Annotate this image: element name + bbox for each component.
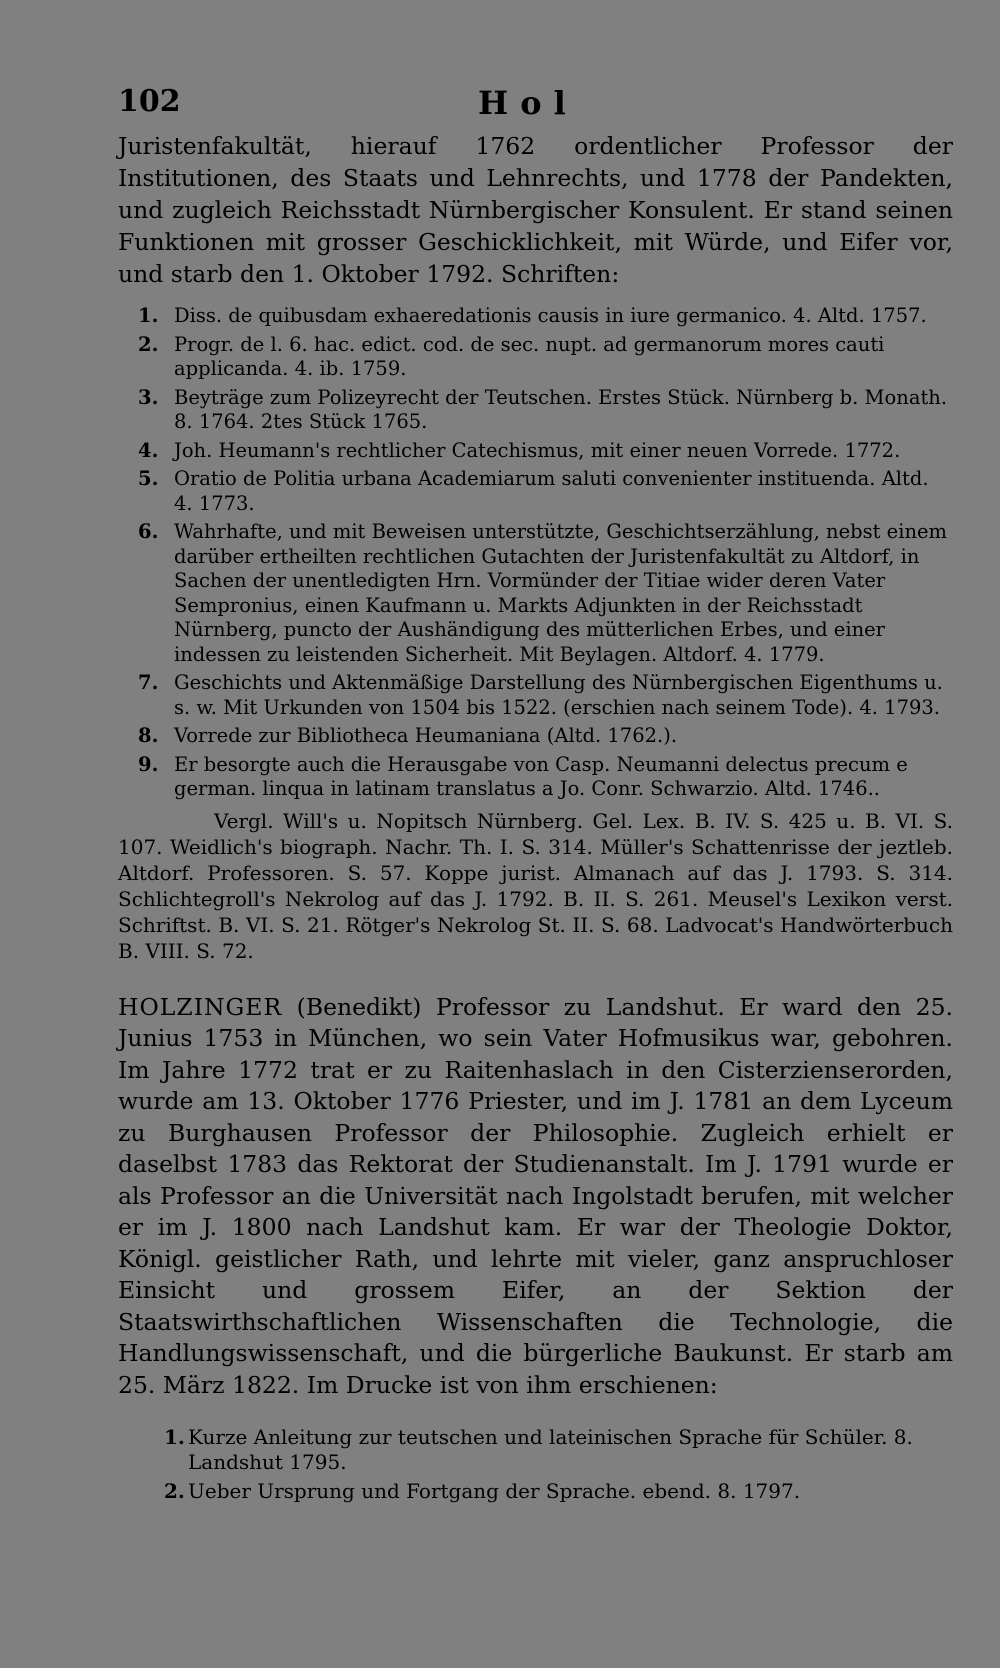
work-text: Vorrede zur Bibliotheca Heumaniana (Altd. 1762.). [174,724,678,747]
work-number: 7. [138,671,159,694]
work-item [118,724,953,749]
work-number: 9. [138,752,159,776]
entry-paragraph [118,992,953,1402]
work-number: 3. [138,385,159,409]
page-header [118,84,938,134]
work-item [118,304,953,329]
work-text: Beyträge zum Polizeyrecht der Teutschen. Erstes Stück. Nürnberg b. Monath. 8. 1764. 2tes Stück 1765. [174,385,948,433]
entry-text: (Benedikt) Professor zu Landshut. Er ward den 25. Junius 1753 in München, wo sein Vater Hofmusikus war, gebohren. Im Jahre 1772 trat er zu Raitenhaslach in den Cisterzienserorden, wurde am 13. Oktober 1776 Priester, und im J. 1781 an dem Lyceum zu Burghausen Professor der Philosophie. Zugleich erhielt er daselbst 1783 das Rektorat der Studienanstalt. Im J. 1791 wurde er als Professor an die Universität nach Ingolstadt berufen, mit welcher er im J. 1800 nach Landshut kam. Er war der Theologie Doktor, Königl. geistlicher Rath, und lehrte mit vieler, ganz anspruchloser Einsicht und grossem Eifer, an der Sektion der Staatswirthschaftlichen Wissenschaften die Technologie, die Handlungswissenschaft, und die bürgerliche Baukunst. Er starb am 25. März 1822. Im Drucke ist von ihm erschienen: [118,992,953,1399]
entry-works-list [118,1425,953,1504]
entry-work-item [118,1479,953,1504]
work-number: 4. [138,438,159,462]
work-text: Wahrhafte, und mit Beweisen unterstützte, Geschichtserzählung, nebst einem darüber ertheilten rechtlichen Gutachten der Juristenfakultät zu Altdorf, in Sachen der unentledigten Hrn. Vormünder der Titiae wider deren Vater Sempronius, einen Kaufmann u. Markts Adjunkten in der Reichsstadt Nürnberg, puncto der Aushändigung des mütterlichen Erbes, und einer indessen zu leistenden Sicherheit. Mit Beylagen. Altdorf. 4. 1779. [174,520,948,666]
work-text: Ueber Ursprung und Fortgang der Sprache. ebend. 8. 1797. [188,1478,801,1503]
entry-work-item [118,1425,953,1475]
references-paragraph: Vergl. Will's u. Nopitsch Nürnberg. Gel. Lex. B. IV. S. 425 u. B. VI. S. 107. Weidlich's biograph. Nachr. Th. I. S. 314. Müller's Schattenrisse der jeztleb. Altdorf. Professoren. S. 57. Koppe jurist. Almanach auf das J. 1793. S. 314. Schlichtegroll's Nekrolog auf das J. 1792. B. II. S. 261. Meusel's Lexikon verst. Schriftst. B. VI. S. 21. Rötger's Nekrolog St. II. S. 68. Ladvocat's Handwörterbuch B. VIII. S. 72. [118,808,953,963]
work-item [118,671,953,720]
work-number: 2. [138,332,159,356]
page-number: 102 [118,84,181,119]
page-content [118,130,953,1508]
intro-paragraph: Juristenfakultät, hierauf 1762 ordentlicher Professor der Institutionen, des Staats und Lehnrechts, und 1778 der Pandekten, und zugleich Reichsstadt Nürnbergischer Konsulent. Er stand seinen Funktionen mit grosser Geschicklichkeit, mit Würde, und Eifer vor, und starb den 1. Oktober 1792. Schriften: [118,132,953,288]
work-number: 1. [164,1424,185,1449]
work-item [118,333,953,382]
running-head: Hol [478,84,578,122]
work-item [118,467,953,516]
work-text: Progr. de l. 6. hac. edict. cod. de sec. nupt. ad germanorum mores cauti applicanda. 4. ib. 1759. [174,332,885,380]
work-text: Kurze Anleitung zur teutschen und lateinischen Sprache für Schüler. 8. Landshut 1795. [188,1424,913,1474]
work-text: Oratio de Politia urbana Academiarum saluti convenienter instituenda. Altd. 4. 1773. [174,467,929,515]
work-text: Er besorgte auch die Herausgabe von Casp. Neumanni delectus precum e german. linqua in latinam translatus a Jo. Conr. Schwarzio. Altd. 1746.. [174,752,908,800]
works-list [118,304,953,802]
entry-headword: HOLZINGER [118,992,283,1021]
work-text: Geschichts und Aktenmäßige Darstellung des Nürnbergischen Eigenthums u. s. w. Mit Urkunden von 1504 bis 1522. (erschien nach seinem Tode). 4. 1793. [174,671,943,719]
work-text: Joh. Heumann's rechtlicher Catechismus, mit einer neuen Vorrede. 1772. [174,438,901,462]
work-text: Diss. de quibusdam exhaeredationis causis in iure germanico. 4. Altd. 1757. [174,304,927,327]
work-number: 2. [164,1478,185,1503]
work-item [118,520,953,667]
work-number: 1. [138,304,159,327]
work-item [118,386,953,435]
work-item [118,439,953,464]
work-number: 8. [138,724,159,747]
work-number: 5. [138,467,159,490]
work-number: 6. [138,520,159,543]
work-item [118,753,953,802]
